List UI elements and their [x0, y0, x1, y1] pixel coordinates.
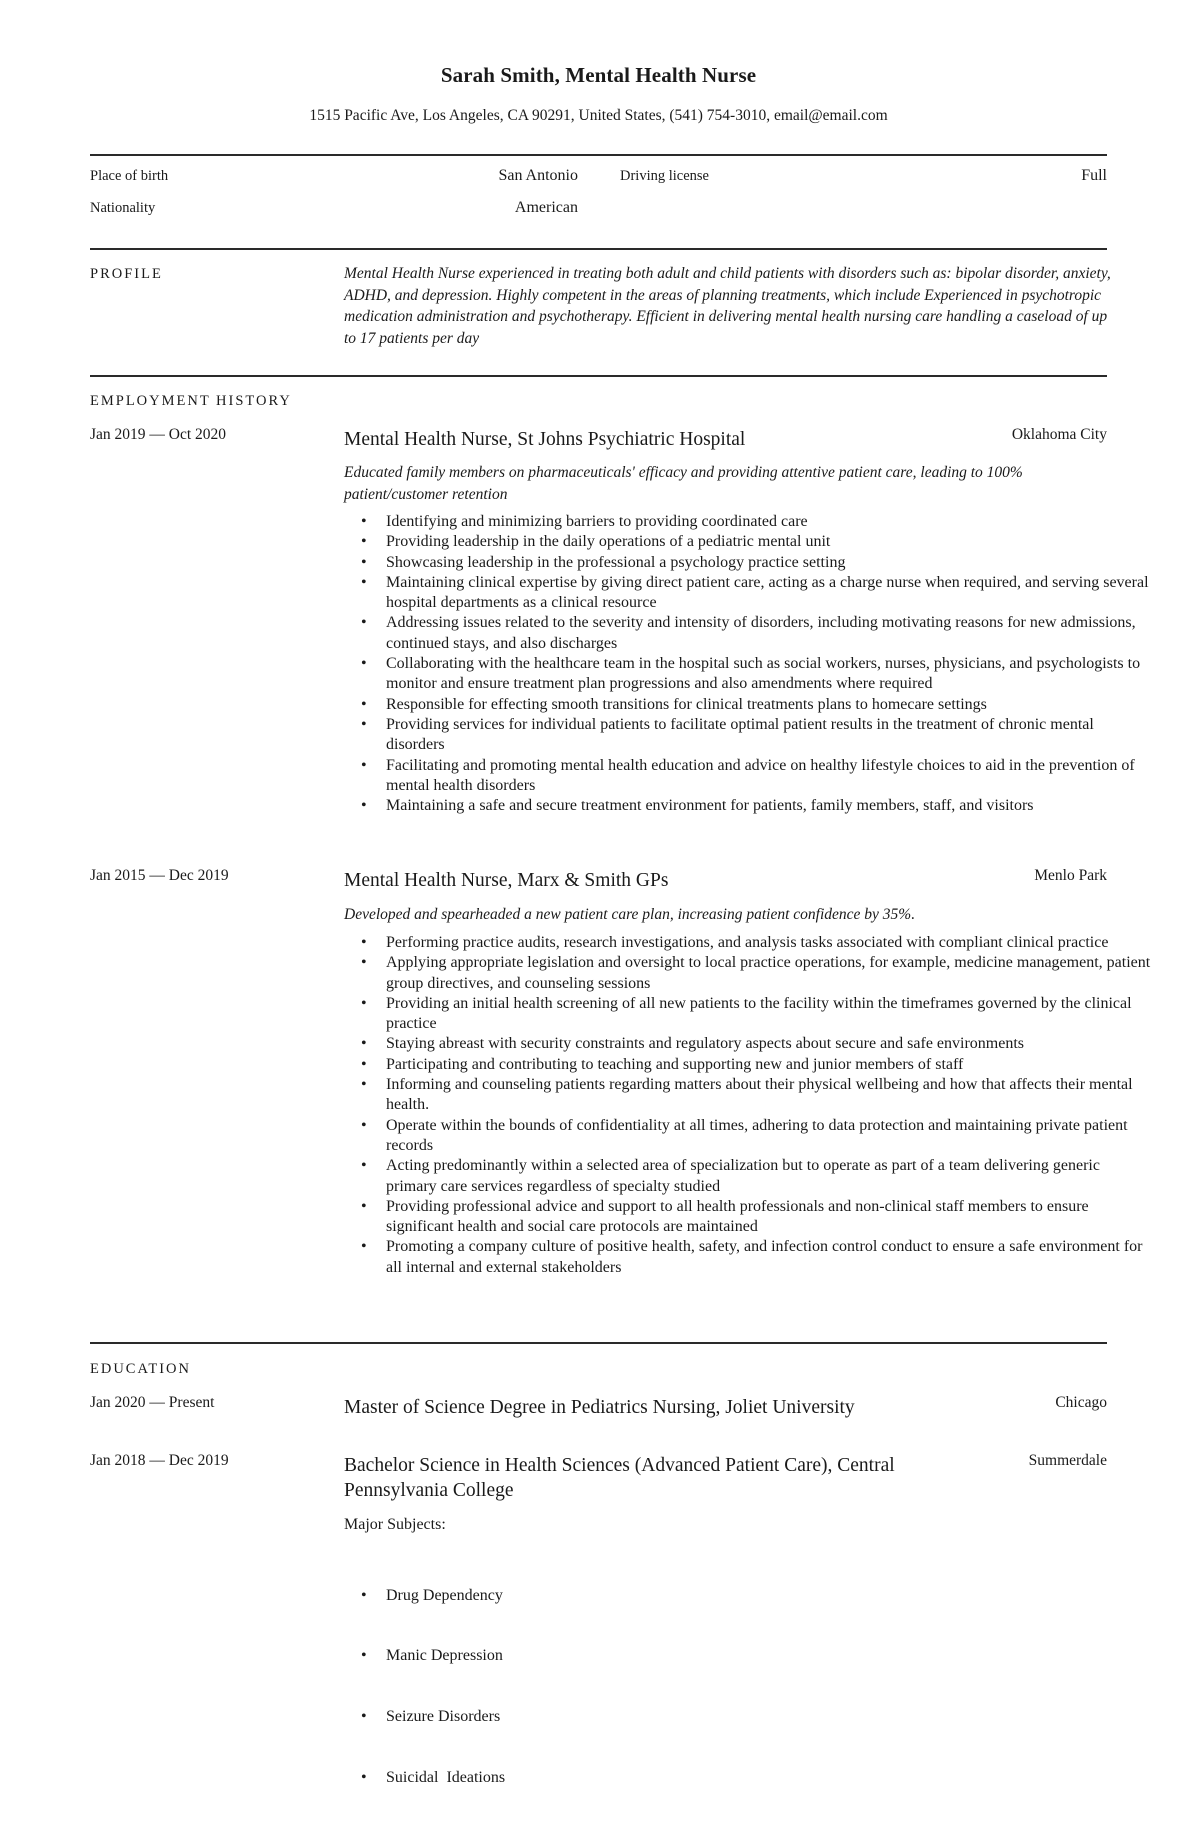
section-title-profile: PROFILE	[90, 266, 163, 282]
subjects-list	[344, 1545, 1154, 1829]
list-item: • Informing and counseling patients regarding matters about their physical wellbeing and how that affects their mental health.	[386, 1075, 1154, 1116]
entry-bullets	[344, 933, 1154, 1278]
resume-name-title: Sarah Smith, Mental Health Nurse	[440, 63, 757, 87]
detail-label: Driving license	[620, 168, 709, 184]
entry-title: Mental Health Nurse, Marx & Smith GPs	[344, 870, 669, 891]
entry-title: Master of Science Degree in Pediatrics Nursing, Joliet University	[344, 1397, 855, 1418]
list-item: • Identifying and minimizing barriers to providing coordinated care	[386, 512, 1154, 532]
list-item: • Participating and contributing to teaching and supporting new and junior members of staff	[386, 1055, 1154, 1075]
divider	[90, 154, 1107, 156]
detail-label: Nationality	[90, 200, 156, 216]
list-item: • Facilitating and promoting mental health education and advice on healthy lifestyle choices to aid in the prevention of mental health disorders	[386, 756, 1154, 797]
detail-driving-license	[620, 168, 1107, 188]
entry-dates: Jan 2019 — Oct 2020	[90, 426, 227, 443]
detail-label: Place of birth	[90, 168, 169, 184]
list-item: • Showcasing leadership in the professional a psychology practice setting	[386, 553, 1154, 573]
entry-location: Menlo Park	[1034, 867, 1107, 884]
list-item: • Applying appropriate legislation and oversight to local practice operations, for example, medicine management, patient group directives, and counseling sessions	[386, 953, 1154, 994]
detail-value: San Antonio	[498, 167, 578, 184]
entry-dates: Jan 2020 — Present	[90, 1394, 215, 1411]
entry-summary: Developed and spearheaded a new patient care plan, increasing patient confidence by 35%.	[344, 906, 916, 923]
list-item: • Drug Dependency	[386, 1586, 1154, 1606]
entry-dates: Jan 2015 — Dec 2019	[90, 867, 229, 884]
detail-value: Full	[1081, 167, 1107, 184]
section-title-education: EDUCATION	[90, 1361, 191, 1377]
detail-place-of-birth	[90, 168, 578, 188]
entry-location: Summerdale	[1028, 1452, 1107, 1469]
entry-title: Mental Health Nurse, St Johns Psychiatric Hospital	[344, 429, 746, 450]
list-item: • Providing leadership in the daily operations of a pediatric mental unit	[386, 532, 1154, 552]
list-item: • Promoting a company culture of positive health, safety, and infection control conduct to ensure a safe environment for all internal and external stakeholders	[386, 1237, 1154, 1278]
list-item: • Providing professional advice and support to all health professionals and non-clinical staff members to ensure significant health and social care protocols are maintained	[386, 1197, 1154, 1238]
list-item: • Staying abreast with security constraints and regulatory aspects about secure and safe environments	[386, 1034, 1154, 1054]
entry-bullets	[344, 512, 1154, 816]
list-item: • Collaborating with the healthcare team in the hospital such as social workers, nurses, physicians, and psychologists to monitor and ensure treatment plan progressions and also amendments where required	[386, 654, 1154, 695]
section-title-employment: EMPLOYMENT HISTORY	[90, 393, 292, 409]
divider	[90, 375, 1107, 377]
list-item: • Suicidal Ideations	[386, 1768, 1154, 1788]
list-item: • Providing an initial health screening of all new patients to the facility within the timeframes governed by the clinical practice	[386, 994, 1154, 1035]
detail-value: American	[514, 199, 578, 216]
entry-title: Bachelor Science in Health Sciences (Advanced Patient Care), Central Pennsylvania College	[344, 1455, 895, 1501]
list-item: • Addressing issues related to the severity and intensity of disorders, including motivating reasons for new admissions, continued stays, and also discharges	[386, 613, 1154, 654]
entry-summary: Educated family members on pharmaceuticals' efficacy and providing attentive patient care, leading to 100% patient/customer retention	[344, 464, 1023, 503]
detail-nationality	[90, 200, 578, 220]
list-item: • Providing services for individual patients to facilitate optimal patient results in the treatment of chronic mental disorders	[386, 715, 1154, 756]
entry-dates: Jan 2018 — Dec 2019	[90, 1452, 229, 1469]
list-item: • Maintaining clinical expertise by giving direct patient care, acting as a charge nurse when required, and serving several hospital departments as a clinical resource	[386, 573, 1154, 614]
contact-line: 1515 Pacific Ave, Los Angeles, CA 90291, United States, (541) 754-3010, email@email.com	[309, 107, 888, 124]
divider	[90, 248, 1107, 250]
list-item: • Seizure Disorders	[386, 1707, 1154, 1727]
list-item: • Manic Depression	[386, 1646, 1154, 1666]
list-item: • Responsible for effecting smooth transitions for clinical treatments plans to homecare settings	[386, 695, 1154, 715]
list-item: • Performing practice audits, research investigations, and analysis tasks associated with compliant clinical practice	[386, 933, 1154, 953]
list-item: • Maintaining a safe and secure treatment environment for patients, family members, staff, and visitors	[386, 796, 1154, 816]
divider	[90, 1342, 1107, 1344]
entry-location: Oklahoma City	[1011, 426, 1107, 443]
list-item: • Operate within the bounds of confidentiality at all times, adhering to data protection and maintaining private patient records	[386, 1116, 1154, 1157]
profile-summary: Mental Health Nurse experienced in treating both adult and child patients with disorders such as: bipolar disorder, anxiety, ADHD, and depression. Highly competent in the areas of planning treatments, which include Experienced in psychotropic medication administration and psychotherapy. Efficient in delivering mental health nursing care handling a caseload of up to 17 patients per day	[344, 265, 1111, 347]
list-item: • Acting predominantly within a selected area of specialization but to operate as part of a team delivering generic primary care services regardless of specialty studied	[386, 1156, 1154, 1197]
subjects-label: Major Subjects:	[344, 1516, 446, 1533]
entry-location: Chicago	[1055, 1394, 1107, 1411]
